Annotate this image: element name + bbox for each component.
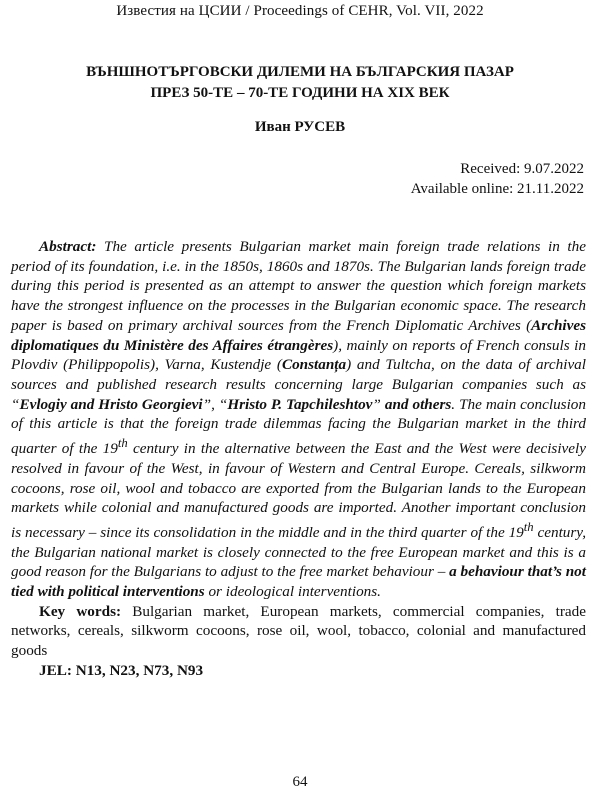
- abstract-superscript: th: [117, 436, 128, 451]
- abstract-text: The article presents Bulgarian market main foreign trade relations in the period of its foundation, i.e. in the 1850s, 1860s and 1870s. The Bulgarian lands foreign trade during this period is presented as an attempt to answer the question which foreign markets have the strongest influence on the processes in the Bulgarian economic space. The research paper is based on primary archival sources from the French Diplomatic Archives (: [11, 238, 586, 334]
- jel-codes: JEL: N13, N23, N73, N93: [39, 661, 204, 679]
- abstract-text: ”, “: [202, 395, 228, 413]
- abstract-archives-name: Archives diplomatiques du Ministère des Affaires étrangères: [11, 316, 586, 354]
- keywords-paragraph: [11, 602, 586, 661]
- abstract-text: century in the alternative between the East and the West were decisively resolved in favour of the West, in favour of Western and Central Europe. Cereals, silkworm cocoons, rose oil, wool and tobacco are exported from the Bulgarian lands to the European markets while colonial and manufactured goods are imported. Another important conclusion is necessary – since its consolidation in the middle and in the third quarter of the 19: [11, 440, 586, 541]
- article-title: [0, 62, 600, 104]
- abstract-label: Abstract:: [39, 238, 97, 255]
- abstract-constanta: Constanța: [281, 356, 347, 374]
- article-title-line-2: ПРЕЗ 50-ТЕ – 70-ТЕ ГОДИНИ НА XIX ВЕК: [150, 85, 450, 101]
- article-dates: [411, 159, 584, 199]
- abstract-paragraph: [11, 237, 586, 602]
- keywords-text: Bulgarian market, European markets, commercial companies, trade networks, cereals, silkworm cocoons, rose oil, wool, tobacco, colonial and manufactured goods: [11, 602, 586, 660]
- abstract-text: ) and Tultcha, on the data of archival sources and published research results concerning large Bulgarian companies such as “: [11, 356, 586, 413]
- page-number: 64: [292, 774, 308, 790]
- article-body: [11, 237, 586, 681]
- abstract-text: ”: [372, 395, 385, 413]
- abstract-superscript: th: [523, 519, 534, 534]
- article-title-line-1: ВЪНШНОТЪРГОВСКИ ДИЛЕМИ НА БЪЛГАРСКИЯ ПАЗАР: [86, 64, 514, 80]
- available-online-date: Available online: 21.11.2022: [410, 181, 584, 197]
- abstract-text: or ideological interventions.: [204, 583, 381, 601]
- received-date: Received: 9.07.2022: [460, 161, 584, 177]
- article-author: Иван РУСЕВ: [254, 119, 346, 135]
- keywords-label: Key words:: [39, 602, 122, 620]
- abstract-text: century, the Bulgarian national market is closely connected to the free European market and this is a good reason for the Bulgarians to adjust to the free market behaviour –: [11, 523, 586, 581]
- abstract-company-2: Hristo P. Tapchileshtov: [227, 395, 373, 413]
- running-header: Известия на ЦСИИ / Proceedings of CEHR, Vol. VII, 2022: [116, 3, 484, 19]
- abstract-emphasis: a behaviour that’s not tied with political interventions: [11, 563, 586, 601]
- abstract-text: . The main conclusion of this article is that the foreign trade dilemmas facing the Bulgarian market in the third quarter of the 19: [11, 395, 586, 458]
- abstract-company-1: Evlogiy and Hristo Georgievi: [19, 395, 203, 413]
- abstract-text: ), mainly on reports of French consuls in Plovdiv (Philippopolis), Varna, Kustendje (: [11, 336, 586, 374]
- abstract-and-others: and others: [384, 395, 452, 413]
